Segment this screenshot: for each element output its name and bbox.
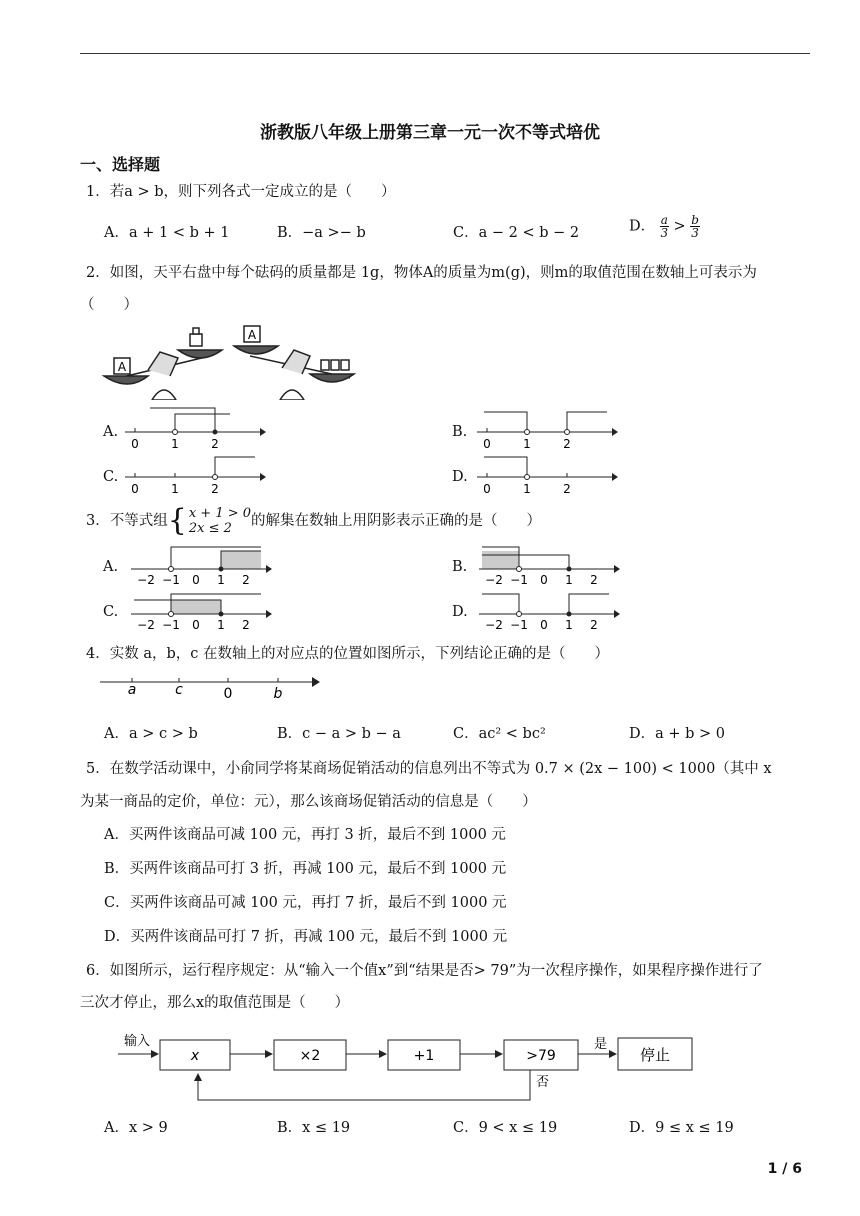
svg-text:c: c	[175, 682, 183, 698]
q4-stem: 4．实数 a，b，c 在数轴上的对应点的位置如图所示，下列结论正确的是（ ）	[86, 646, 609, 662]
q1-option-a: A．a + 1 < b + 1	[104, 225, 230, 241]
svg-text:−2: −2	[137, 573, 155, 587]
q3-numberline-a	[126, 541, 276, 587]
svg-text:0: 0	[192, 618, 200, 632]
q5-option-c: C．买两件该商品可减 100 元，再打 7 折，最后不到 1000 元	[104, 895, 507, 911]
q1-stem: 1．若a > b，则下列各式一定成立的是（ ）	[86, 184, 396, 200]
q2-stem-line2: （ ）	[80, 297, 138, 313]
flow-no-label: 否	[536, 1075, 550, 1090]
svg-text:b: b	[273, 686, 283, 702]
q3-option-c-label: C.	[103, 604, 119, 620]
q2-option-d-label: D.	[452, 469, 468, 485]
svg-text:1: 1	[217, 573, 225, 587]
q6-stem-line2: 三次才停止，那么x的取值范围是（ ）	[80, 995, 350, 1011]
q5-stem-line1: 5．在数学活动课中，小俞同学将某商场促销活动的信息列出不等式为 0.7 × (2x − 100) < 1000（其中 x	[86, 761, 772, 777]
q4-option-a: A．a > c > b	[104, 726, 198, 742]
q3-option-b-label: B.	[452, 559, 468, 575]
svg-text:2: 2	[211, 482, 219, 496]
svg-text:−2: −2	[485, 573, 503, 587]
section-heading: 一、选择题	[80, 155, 161, 174]
svg-text:1: 1	[565, 618, 573, 632]
svg-text:2: 2	[242, 573, 250, 587]
svg-text:×2: ×2	[299, 1048, 321, 1064]
q4-numberline	[98, 668, 328, 704]
page-number: 1 / 6	[767, 1161, 802, 1177]
svg-text:−1: −1	[162, 618, 180, 632]
balance-scales-figure	[100, 318, 360, 400]
svg-text:1: 1	[523, 437, 531, 451]
svg-text:1: 1	[523, 482, 531, 496]
flow-input-label: 输入	[124, 1034, 151, 1049]
q6-option-d: D．9 ≤ x ≤ 19	[629, 1120, 734, 1136]
svg-text:−2: −2	[485, 618, 503, 632]
q2-stem-line1: 2．如图，天平右盘中每个砝码的质量都是 1g，物体A的质量为m(g)，则m的取值范围在数轴上可表示为	[86, 265, 757, 281]
svg-text:停止: 停止	[639, 1046, 671, 1064]
q5-option-d: D．买两件该商品可打 7 折，再减 100 元，最后不到 1000 元	[104, 929, 508, 945]
q3-numberline-c	[126, 586, 276, 632]
q6-flowchart	[110, 1028, 710, 1108]
page-title: 浙教版八年级上册第三章一元一次不等式培优	[260, 123, 600, 143]
svg-text:−1: −1	[510, 573, 528, 587]
q1-option-c: C．a − 2 < b − 2	[453, 225, 580, 241]
q5-option-a: A．买两件该商品可减 100 元，再打 3 折，最后不到 1000 元	[104, 827, 506, 843]
svg-text:2: 2	[590, 618, 598, 632]
svg-text:−1: −1	[510, 618, 528, 632]
q3-numberline-d	[474, 586, 624, 632]
svg-text:+1: +1	[413, 1048, 435, 1064]
svg-text:2: 2	[242, 618, 250, 632]
q3-stem: 3．不等式组 { x + 1 > 0 2x ≤ 2 的解集在数轴上用阴影表示正确的是（ ）	[86, 503, 542, 538]
svg-text:0: 0	[540, 618, 548, 632]
svg-text:1: 1	[171, 482, 179, 496]
q5-option-b: B．买两件该商品可打 3 折，再减 100 元，最后不到 1000 元	[104, 861, 507, 877]
q1-option-d: D． $\frac{a}{3}$ > $\frac{b}{3}$	[629, 213, 699, 240]
q4-option-d: D．a + b > 0	[629, 726, 726, 742]
q3-numberline-b	[474, 541, 624, 587]
q2-numberline-a	[120, 404, 270, 452]
q6-option-b: B．x ≤ 19	[277, 1120, 351, 1136]
svg-text:1: 1	[171, 437, 179, 451]
svg-text:−1: −1	[162, 573, 180, 587]
svg-text:0: 0	[540, 573, 548, 587]
svg-text:−2: −2	[137, 618, 155, 632]
svg-text:0: 0	[131, 437, 139, 451]
q2-numberline-c	[120, 449, 270, 497]
svg-text:0: 0	[483, 482, 491, 496]
q3-option-a-label: A.	[103, 559, 119, 575]
header-rule	[80, 53, 810, 54]
svg-text:2: 2	[563, 482, 571, 496]
scale-left-object-label: A	[117, 360, 127, 374]
svg-text:x: x	[190, 1048, 200, 1064]
svg-text:0: 0	[483, 437, 491, 451]
q2-option-b-label: B.	[452, 424, 468, 440]
svg-text:a: a	[127, 682, 137, 698]
q4-option-b: B．c − a > b − a	[277, 726, 401, 742]
q6-stem-line1: 6．如图所示，运行程序规定：从“输入一个值x”到“结果是否> 79”为一次程序操作，如果程序操作进行了	[86, 963, 763, 979]
q2-numberline-b	[472, 404, 622, 452]
q1-option-b: B．−a >− b	[277, 225, 366, 241]
q2-option-a-label: A.	[103, 424, 119, 440]
flow-yes-label: 是	[594, 1037, 608, 1052]
q5-stem-line2: 为某一商品的定价，单位：元），那么该商场促销活动的信息是（ ）	[80, 794, 537, 810]
svg-text:1: 1	[565, 573, 573, 587]
svg-text:0: 0	[192, 573, 200, 587]
svg-text:0: 0	[223, 686, 233, 702]
q4-option-c: C．ac² < bc²	[453, 726, 546, 742]
q6-option-a: A．x > 9	[104, 1120, 168, 1136]
q2-numberline-d	[472, 449, 622, 497]
q3-option-d-label: D.	[452, 604, 468, 620]
svg-text:2: 2	[563, 437, 571, 451]
q6-option-c: C．9 < x ≤ 19	[453, 1120, 558, 1136]
svg-text:>79: >79	[526, 1048, 556, 1064]
q2-option-c-label: C.	[103, 469, 119, 485]
scale-right-object-label: A	[247, 328, 257, 342]
svg-text:1: 1	[217, 618, 225, 632]
svg-text:2: 2	[590, 573, 598, 587]
svg-text:0: 0	[131, 482, 139, 496]
svg-text:2: 2	[211, 437, 219, 451]
